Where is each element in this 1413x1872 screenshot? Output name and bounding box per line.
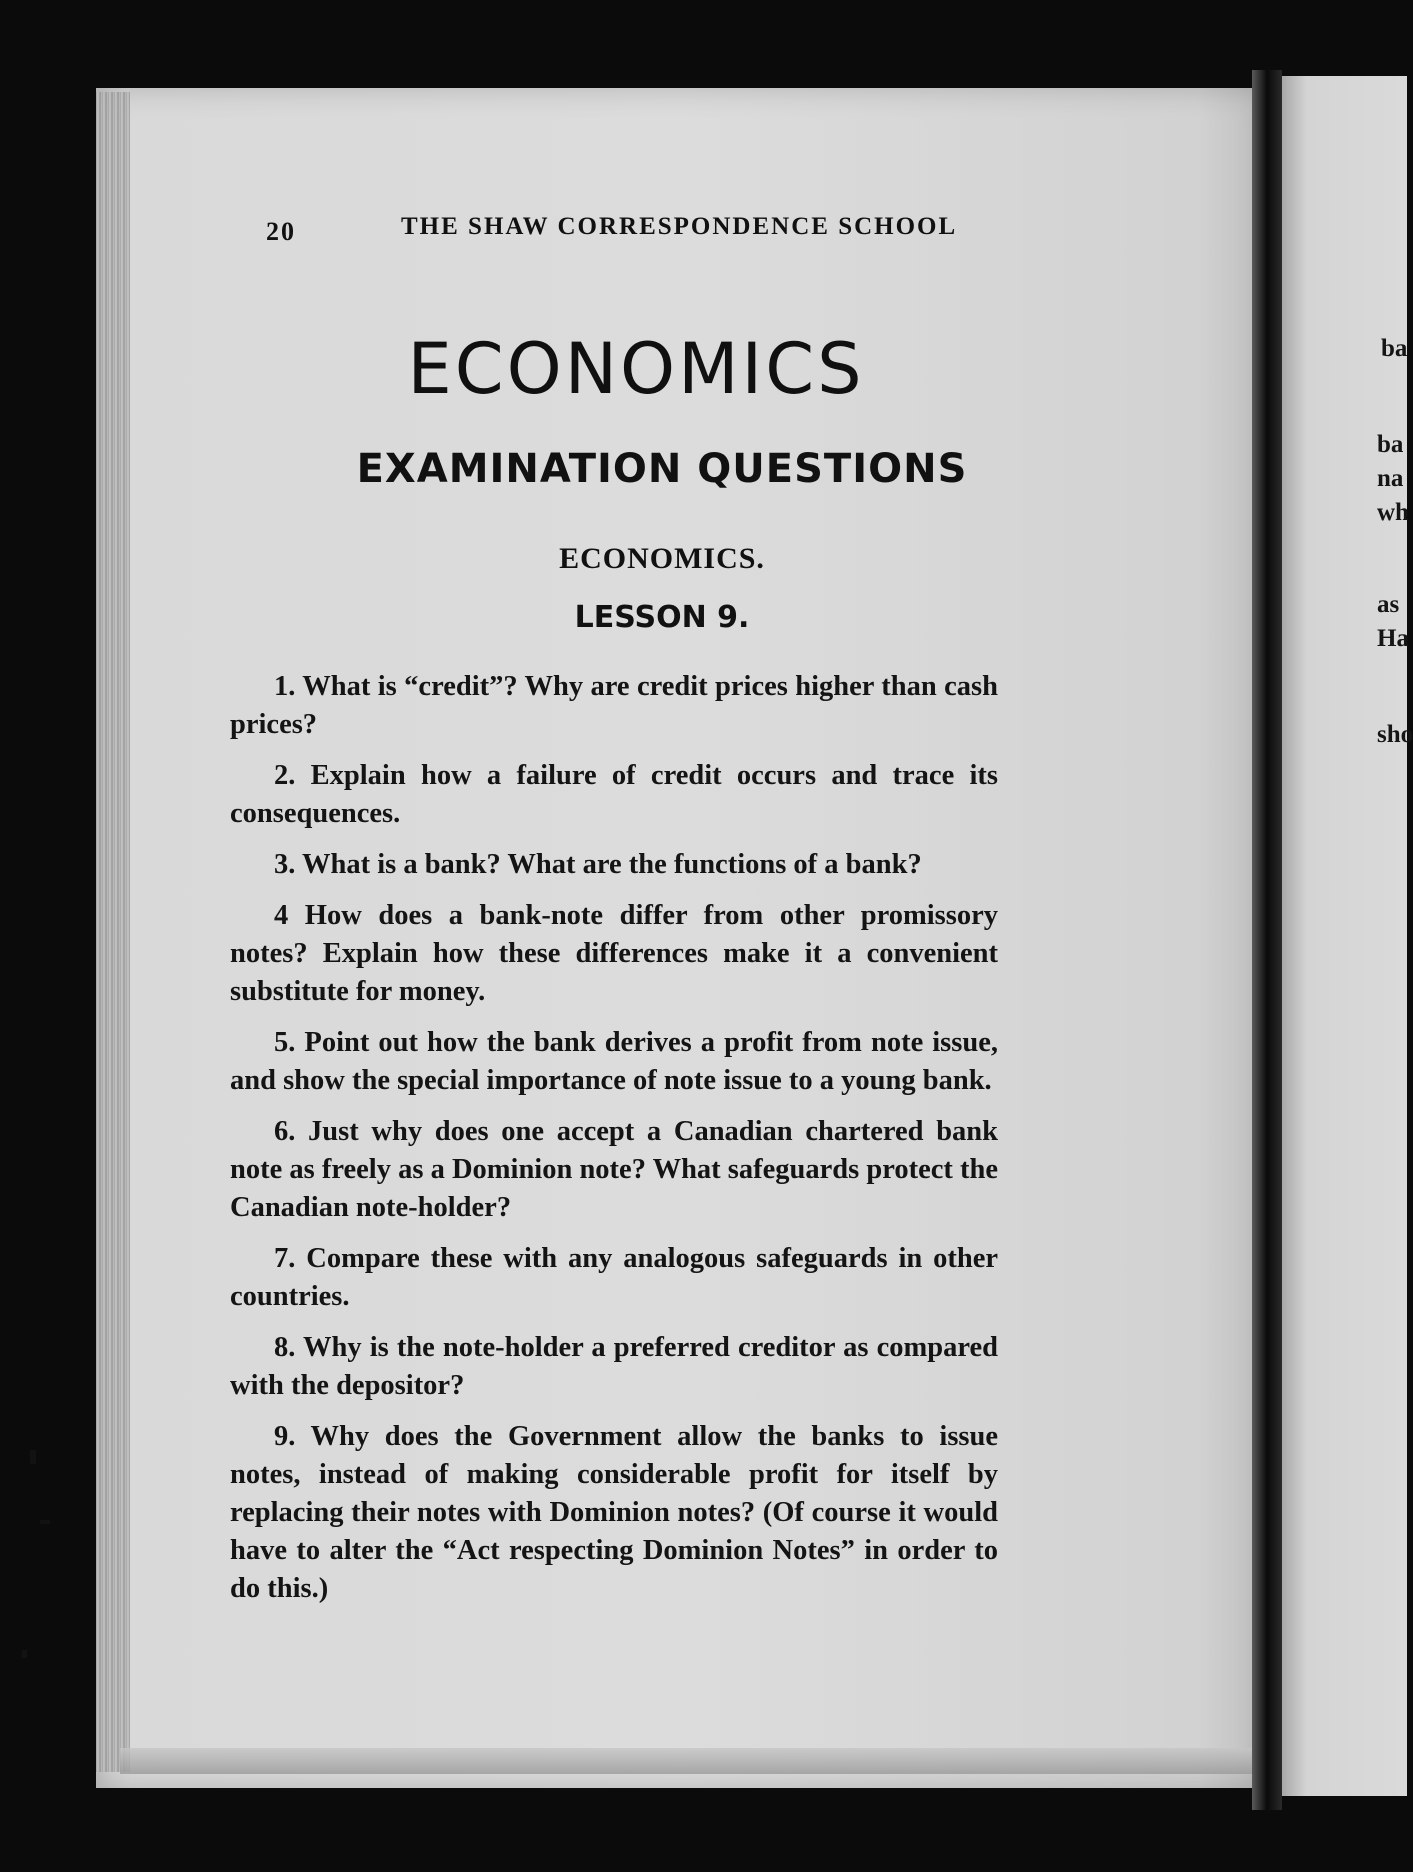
film-speck xyxy=(30,1450,36,1464)
question-7: 7. Compare these with any analogous safeguards in other countries. xyxy=(230,1243,998,1312)
question-1: 1. What is “credit”? Why are credit prices higher than cash prices? xyxy=(230,671,998,740)
page-number: 20 xyxy=(266,217,296,246)
question-4: 4 How does a bank-note differ from other promissory notes? Explain how these differences make it a convenient substitute for money. xyxy=(230,900,998,1007)
right-page-fragment: as xyxy=(1377,591,1400,618)
binding-gutter xyxy=(1252,70,1282,1810)
right-page-fragment: sho xyxy=(1377,721,1413,748)
right-page-fragment: Ha xyxy=(1377,625,1409,652)
question-2: 2. Explain how a failure of credit occurs and trace its consequences. xyxy=(230,760,998,829)
page-edge-stack xyxy=(96,92,130,1772)
page-bottom-edge xyxy=(120,1748,1260,1774)
film-speck xyxy=(22,1650,27,1658)
question-6: 6. Just why does one accept a Canadian chartered bank note as freely as a Dominion note? What safeguards protect the Canadian note-holder? xyxy=(230,1116,998,1223)
left-page xyxy=(96,88,1268,1788)
right-page-fragment: na xyxy=(1377,465,1404,492)
right-page xyxy=(1282,76,1413,1796)
right-page-fragment: ba xyxy=(1381,335,1408,362)
question-list xyxy=(230,668,998,1621)
section-heading: ECONOMICS. xyxy=(559,542,765,575)
page-title: ECONOMICS xyxy=(407,328,865,410)
film-speck xyxy=(40,1520,50,1524)
right-page-fragment: wh xyxy=(1377,499,1409,526)
question-3: 3. What is a bank? What are the functions of a bank? xyxy=(274,849,922,880)
question-9: 9. Why does the Government allow the banks to issue notes, instead of making considerable profit for itself by replacing their notes with Dominion notes? (Of course it would have to alter the “Act respecting Dominion Notes” in order to do this.) xyxy=(230,1421,998,1604)
lesson-heading: LESSON 9. xyxy=(574,600,750,635)
question-5: 5. Point out how the bank derives a profit from note issue, and show the special importance of note issue to a young bank. xyxy=(230,1027,998,1096)
page-subtitle: EXAMINATION QUESTIONS xyxy=(356,446,968,492)
question-8: 8. Why is the note-holder a preferred creditor as compared with the depositor? xyxy=(230,1332,998,1401)
page-content xyxy=(96,88,1268,1788)
running-head-title: THE SHAW CORRESPONDENCE SCHOOL xyxy=(401,213,958,240)
right-page-fragment: ba xyxy=(1377,431,1404,458)
